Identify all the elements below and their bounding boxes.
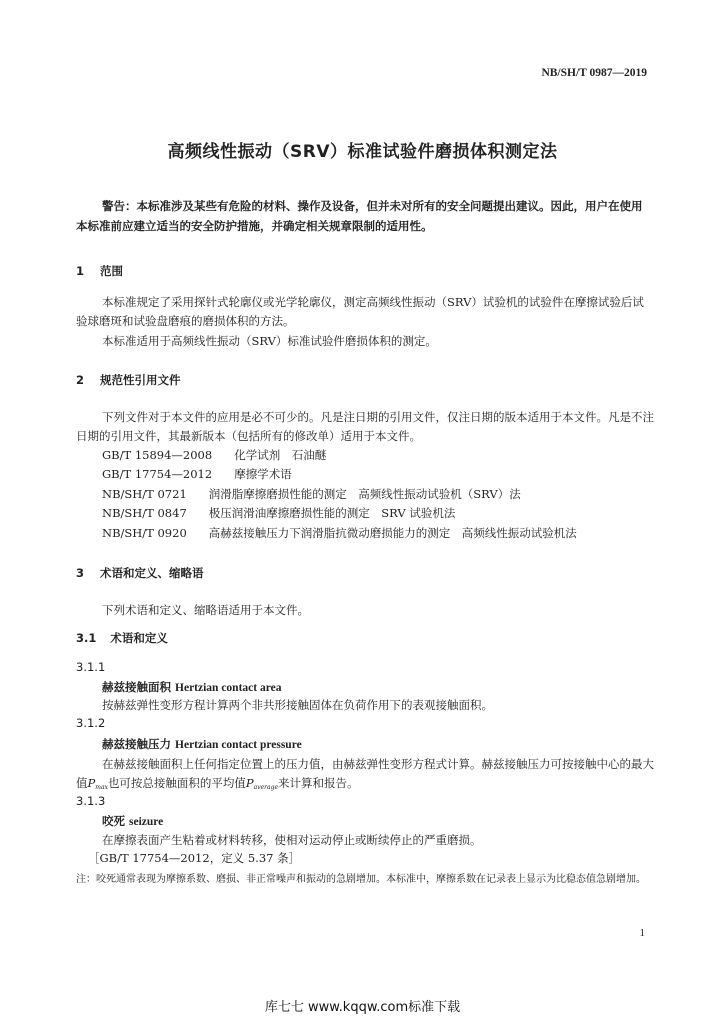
warning-text: 警告：本标准涉及某些有危险的材料、操作及设备，但并未对所有的安全问题提出建议。因此，用户在使用本标准前应建立适当的安全防护措施，并确定相关规章限制的适用性。 xyxy=(76,199,643,233)
reference-code: GB/T 15894—2008 xyxy=(102,448,213,462)
reference-line xyxy=(102,525,577,541)
reference-line xyxy=(102,486,521,502)
term-cn: 赫兹接触压力 xyxy=(102,737,171,751)
reference-line xyxy=(102,466,292,482)
term-note: 注：咬死通常表现为摩擦系数、磨损、非正常噪声和振动的急剧增加。本标准中，摩擦系数在记录表上显示为比稳态值急剧增加。 xyxy=(76,874,646,885)
subscript-average: average xyxy=(253,784,279,791)
reference-name: 高赫兹接触压力下润滑脂抗微动磨损能力的测定 高频线性振动试验机法 xyxy=(208,526,577,540)
term-definition xyxy=(76,755,654,797)
reference-line xyxy=(102,447,326,463)
reference-code: NB/SH/T 0721 xyxy=(102,487,187,501)
term-definition: 按赫兹弹性变形方程计算两个非共形接触固体在负荷作用下的表观接触面积。 xyxy=(102,698,493,712)
definition-part-b: 也可按总接触面积的平均值 xyxy=(107,776,246,790)
reference-name: 极压润滑油摩擦磨损性能的测定 SRV 试验机法 xyxy=(208,506,456,520)
term-hertzian-contact-pressure xyxy=(102,736,302,752)
standard-number: NB/SH/T 0987—2019 xyxy=(541,67,647,79)
term-en: Hertzian contact area xyxy=(175,682,282,694)
reference-code: NB/SH/T 0847 xyxy=(102,506,187,520)
section-1-heading xyxy=(76,263,123,279)
reference-name: 润滑脂摩擦磨损性能的测定 高频线性振动试验机（SRV）法 xyxy=(208,487,521,501)
section-2-paragraph: 下列文件对于本文件的应用是必不可少的。凡是注日期的引用文件，仅注日期的版本适用于本文件。凡是不注日期的引用文件，其最新版本（包括所有的修改单）适用于本文件。 xyxy=(76,410,654,443)
term-cn: 咬死 xyxy=(102,814,125,828)
clause-title: 术语和定义 xyxy=(110,631,168,645)
document-title: 高频线性振动（SRV）标准试验件磨损体积测定法 xyxy=(167,142,558,162)
section-title: 规范性引用文件 xyxy=(100,373,181,387)
definition-part-a: 在赫兹接触面积上任何指定位置上的压力值，由赫兹弹性变形方程式计算。赫兹接触压力可按接触中心的最大值 xyxy=(76,757,654,790)
section-number: 2 xyxy=(76,373,85,387)
term-definition: 在摩擦表面产生粘着或材料转移，使相对运动停止或断续停止的严重磨损。 xyxy=(102,833,482,847)
clause-3-1-1-number: 3.1.1 xyxy=(76,660,106,674)
section-3-1-heading xyxy=(76,630,168,646)
section-3-heading xyxy=(76,565,204,581)
section-title: 范围 xyxy=(100,264,123,278)
term-reference: ［GB/T 17754—2012，定义 5.37 条］ xyxy=(88,851,301,865)
term-cn: 赫兹接触面积 xyxy=(102,680,171,694)
reference-line xyxy=(102,505,455,521)
term-en: seizure xyxy=(129,816,164,828)
reference-name: 化学试剂 石油醚 xyxy=(234,448,327,462)
symbol-p: P xyxy=(87,776,96,790)
term-en: Hertzian contact pressure xyxy=(175,739,302,751)
section-number: 3 xyxy=(76,566,85,580)
term-seizure xyxy=(102,813,163,829)
section-1-paragraph-1: 本标准规定了采用探针式轮廓仪或光学轮廓仪，测定高频线性振动（SRV）试验机的试验件在摩擦试验后试验球磨斑和试验盘磨痕的磨损体积的方法。 xyxy=(76,295,644,328)
reference-code: NB/SH/T 0920 xyxy=(102,526,187,540)
reference-code: GB/T 17754—2012 xyxy=(102,467,213,481)
section-3-paragraph: 下列术语和定义、缩略语适用于本文件。 xyxy=(102,603,309,617)
section-2-heading xyxy=(76,372,181,388)
section-1-paragraph-2: 本标准适用于高频线性振动（SRV）标准试验件磨损体积的测定。 xyxy=(102,334,437,348)
term-hertzian-contact-area xyxy=(102,679,281,695)
subscript-max: max xyxy=(95,784,108,791)
section-number: 1 xyxy=(76,264,85,278)
page-number: 1 xyxy=(639,927,645,939)
footer-watermark: 库七七 www.kqqw.com标准下载 xyxy=(264,1000,461,1015)
clause-number: 3.1 xyxy=(76,631,97,645)
symbol-p: P xyxy=(245,776,254,790)
reference-name: 摩擦学术语 xyxy=(234,467,292,481)
section-title: 术语和定义、缩略语 xyxy=(100,566,204,580)
definition-part-c: 来计算和报告。 xyxy=(278,776,359,790)
clause-3-1-2-number: 3.1.2 xyxy=(76,716,106,730)
clause-3-1-3-number: 3.1.3 xyxy=(76,794,106,808)
